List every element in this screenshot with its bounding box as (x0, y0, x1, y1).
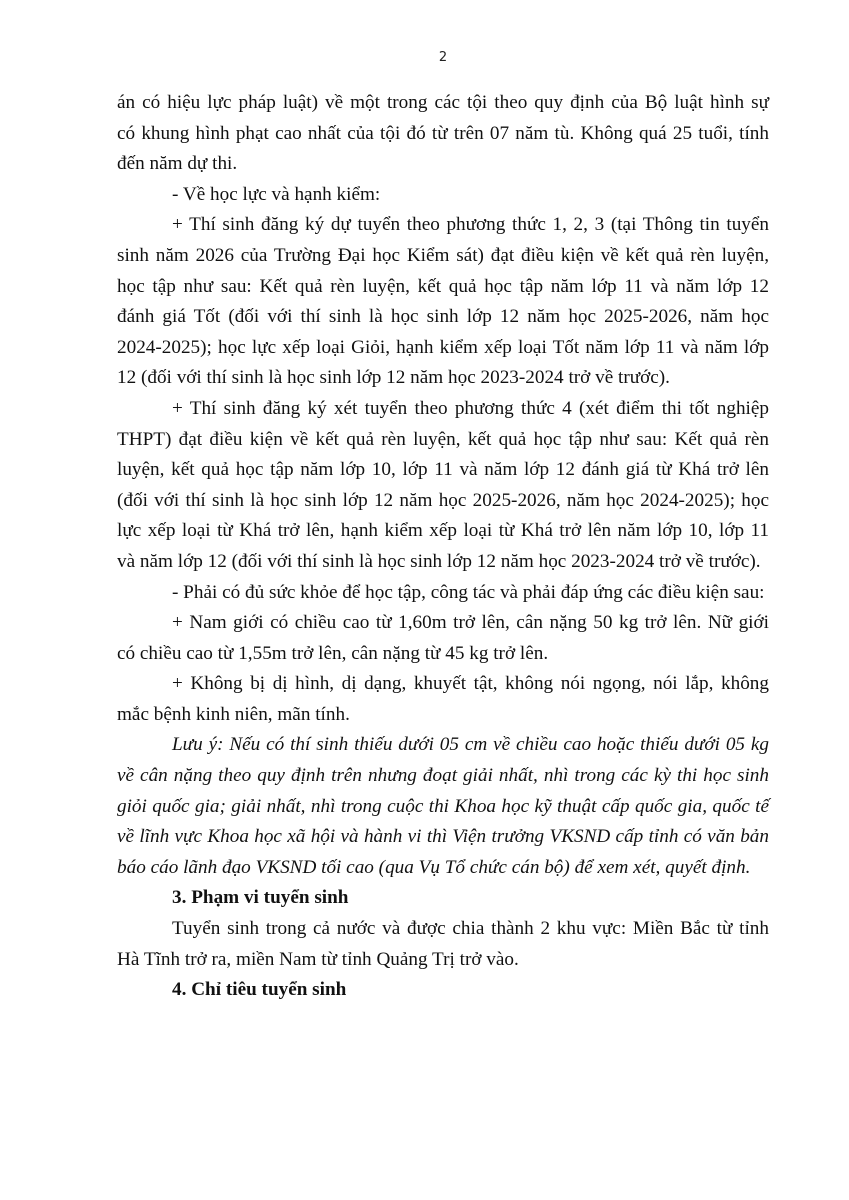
text-line: báo cáo lãnh đạo VKSND tối cao (qua Vụ Tổ chức cán bộ) để xem xét, quyết định. (117, 856, 751, 878)
text-line: Lưu ý: Nếu có thí sinh thiếu dưới 05 cm về chiều cao hoặc thiếu dưới 05 kg (172, 734, 769, 756)
paragraph (117, 669, 769, 730)
document-body (117, 88, 769, 1006)
paragraph (117, 914, 769, 975)
paragraph (117, 88, 769, 180)
text-line: và năm lớp 12 (đối với thí sinh là học sinh lớp 12 năm học 2023-2024 trở về trước). (117, 550, 761, 572)
text-line: + Nam giới có chiều cao từ 1,60m trở lên, cân nặng 50 kg trở lên. Nữ giới (172, 612, 769, 634)
text-line: mắc bệnh kinh niên, mãn tính. (117, 703, 350, 725)
text-line: có khung hình phạt cao nhất của tội đó từ trên 07 năm tù. Không quá 25 tuổi, tính (117, 122, 769, 144)
paragraph (117, 210, 769, 394)
text-line: Tuyển sinh trong cả nước và được chia thành 2 khu vực: Miền Bắc từ tỉnh (172, 918, 769, 940)
text-line: lực xếp loại từ Khá trở lên, hạnh kiểm xếp loại từ Khá trở lên năm lớp 10, lớp 11 (117, 520, 769, 542)
text-line: 4. Chỉ tiêu tuyển sinh (172, 979, 347, 1001)
text-line: 12 (đối với thí sinh là học sinh lớp 12 năm học 2023-2024 trở về trước). (117, 367, 670, 389)
text-line: (đối với thí sinh là học sinh lớp 12 năm học 2025-2026, năm học 2024-2025); học (117, 489, 769, 511)
paragraph (117, 180, 769, 211)
text-line: + Thí sinh đăng ký xét tuyển theo phương thức 4 (xét điểm thi tốt nghiệp (172, 397, 769, 419)
text-line: + Không bị dị hình, dị dạng, khuyết tật, không nói ngọng, nói lắp, không (172, 673, 769, 695)
text-line: học tập như sau: Kết quả rèn luyện, kết quả học tập năm lớp 11 và năm lớp 12 (117, 275, 769, 297)
text-line: sinh năm 2026 của Trường Đại học Kiểm sát) đạt điều kiện về kết quả rèn luyện, (117, 244, 769, 266)
text-line: 3. Phạm vi tuyển sinh (172, 887, 349, 909)
text-line: - Về học lực và hạnh kiểm: (172, 183, 381, 205)
text-line: đến năm dự thi. (117, 153, 238, 175)
paragraph (117, 578, 769, 609)
page-number: 2 (438, 50, 448, 65)
text-line: đánh giá Tốt (đối với thí sinh là học sinh lớp 12 năm học 2025-2026, năm học (117, 306, 769, 328)
text-line: có chiều cao từ 1,55m trở lên, cân nặng từ 45 kg trở lên. (117, 642, 549, 664)
text-line: - Phải có đủ sức khỏe để học tập, công tác và phải đáp ứng các điều kiện sau: (172, 581, 765, 603)
text-line: về lĩnh vực Khoa học xã hội và hành vi thì Viện trưởng VKSND cấp tỉnh có văn bản (117, 826, 769, 848)
paragraph (117, 394, 769, 578)
paragraph (117, 608, 769, 669)
text-line: + Thí sinh đăng ký dự tuyển theo phương thức 1, 2, 3 (tại Thông tin tuyển (172, 214, 769, 236)
text-line: 2024-2025); học lực xếp loại Giỏi, hạnh kiểm xếp loại Tốt năm lớp 11 và năm lớp (117, 336, 769, 358)
text-line: về cân nặng theo quy định trên nhưng đoạt giải nhất, nhì trong các kỳ thi học sinh (117, 765, 769, 787)
note-paragraph (117, 730, 769, 883)
section-heading (117, 883, 769, 914)
text-line: luyện, kết quả học tập năm lớp 10, lớp 11 và năm lớp 12 đánh giá từ Khá trở lên (117, 459, 769, 481)
text-line: giỏi quốc gia; giải nhất, nhì trong cuộc thi Khoa học kỹ thuật cấp quốc gia, quốc tế (117, 795, 769, 817)
text-line: THPT) đạt điều kiện về kết quả rèn luyện, kết quả học tập như sau: Kết quả rèn (117, 428, 769, 450)
text-line: Hà Tĩnh trở ra, miền Nam từ tỉnh Quảng Trị trở vào. (117, 948, 519, 970)
section-heading (117, 975, 769, 1006)
text-line: án có hiệu lực pháp luật) về một trong các tội theo quy định của Bộ luật hình sự (117, 92, 769, 113)
